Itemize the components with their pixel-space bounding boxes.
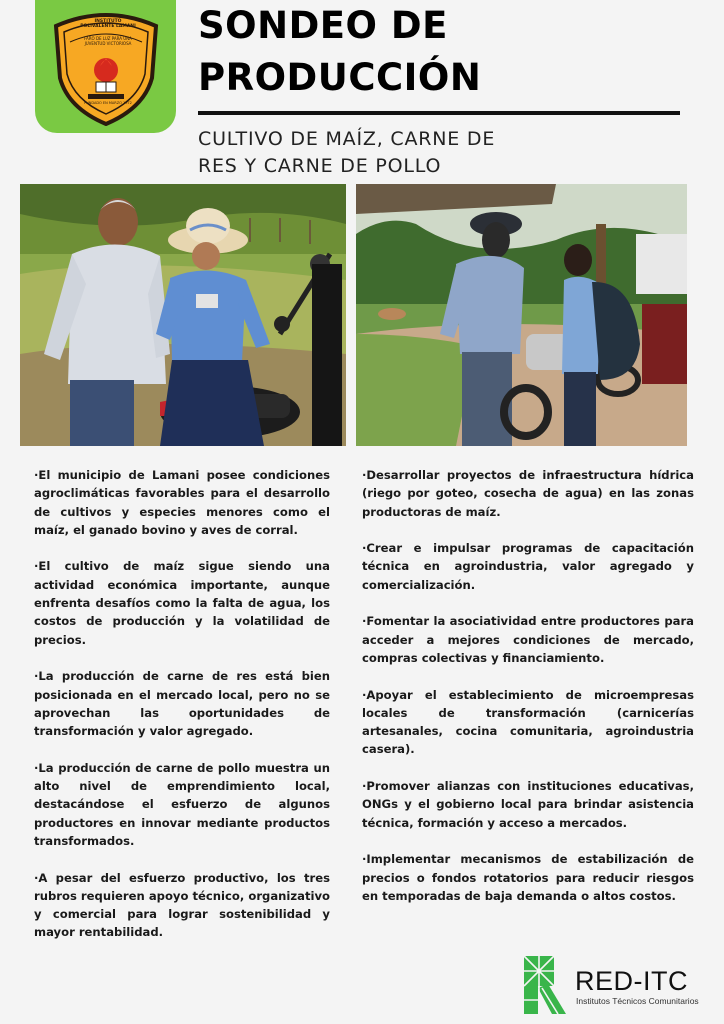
logo-founded: FUNDADO EN MARZO 1972 <box>84 101 132 105</box>
recommendation-paragraph: ·Apoyar el establecimiento de microempresas locales de transformación (carnicerías artesanales, cocina comunitaria, agroindustria casera). <box>362 687 694 757</box>
title-divider <box>198 111 680 115</box>
farm-visit-photo <box>356 184 687 446</box>
footer-tagline: Institutos Técnicos Comunitarios <box>576 996 699 1006</box>
logo-motto: FARO DE LUZ PARA UNA JUVENTUD VICTORIOSA <box>84 36 132 46</box>
field-interview-photo <box>20 184 346 446</box>
subtitle-line-1: CULTIVO DE MAÍZ, CARNE DE <box>198 128 496 150</box>
recommendation-paragraph: ·Crear e impulsar programas de capacitación técnica en agroindustria, valor agregado y comercialización. <box>362 541 694 592</box>
subtitle-line-2: RES Y CARNE DE POLLO <box>198 155 442 177</box>
recommendation-paragraph: ·Implementar mecanismos de estabilización de precios o fondos rotatorios para reducir riesgos en temporadas de baja demanda o altos costos. <box>362 852 694 903</box>
page-title <box>198 0 698 104</box>
title-line-1: SONDEO DE <box>198 4 448 47</box>
finding-paragraph: ·La producción de carne de res está bien posicionada en el mercado local, pero no se aprovechan las oportunidades de transformación y valor agregado. <box>34 669 330 739</box>
red-itc-logo <box>522 954 702 1016</box>
finding-paragraph: ·A pesar del esfuerzo productivo, los tres rubros requieren apoyo técnico, organizativo y comercial para lograr sostenibilidad y mayor rentabilidad. <box>34 870 330 940</box>
logo-text: INSTITUTO POLIVALENTE LAMANI <box>80 19 136 29</box>
recommendations-column <box>362 466 694 923</box>
school-logo-badge <box>35 0 176 133</box>
red-itc-logo-icon <box>522 954 568 1016</box>
title-line-2: PRODUCCIÓN <box>198 56 482 99</box>
findings-column <box>34 466 330 960</box>
footer-brand-name: RED-ITC <box>575 966 688 996</box>
recommendation-paragraph: ·Fomentar la asociatividad entre productores para acceder a mejores condiciones de mercado, compras colectivas y financiamiento. <box>362 614 694 665</box>
finding-paragraph: ·La producción de carne de pollo muestra un alto nivel de emprendimiento local, destacándose el esfuerzo de algunos productores en innovar mediante productos transformados. <box>34 760 330 848</box>
recommendation-paragraph: ·Desarrollar proyectos de infraestructura hídrica (riego por goteo, cosecha de agua) en las zonas productoras de maíz. <box>362 468 694 519</box>
finding-paragraph: ·El cultivo de maíz sigue siendo una actividad económica importante, aunque enfrenta desafíos como la falta de agua, los costos de producción y la volatilidad de precios. <box>34 559 330 647</box>
recommendation-paragraph: ·Promover alianzas con instituciones educativas, ONGs y el gobierno local para brindar asistencia técnica, formación y acceso a mercados. <box>362 779 694 830</box>
page-subtitle <box>198 126 538 180</box>
finding-paragraph: ·El municipio de Lamani posee condiciones agroclimáticas favorables para el desarrollo de cultivos y especies menores como el maíz, el ganado bovino y aves de corral. <box>34 468 330 537</box>
